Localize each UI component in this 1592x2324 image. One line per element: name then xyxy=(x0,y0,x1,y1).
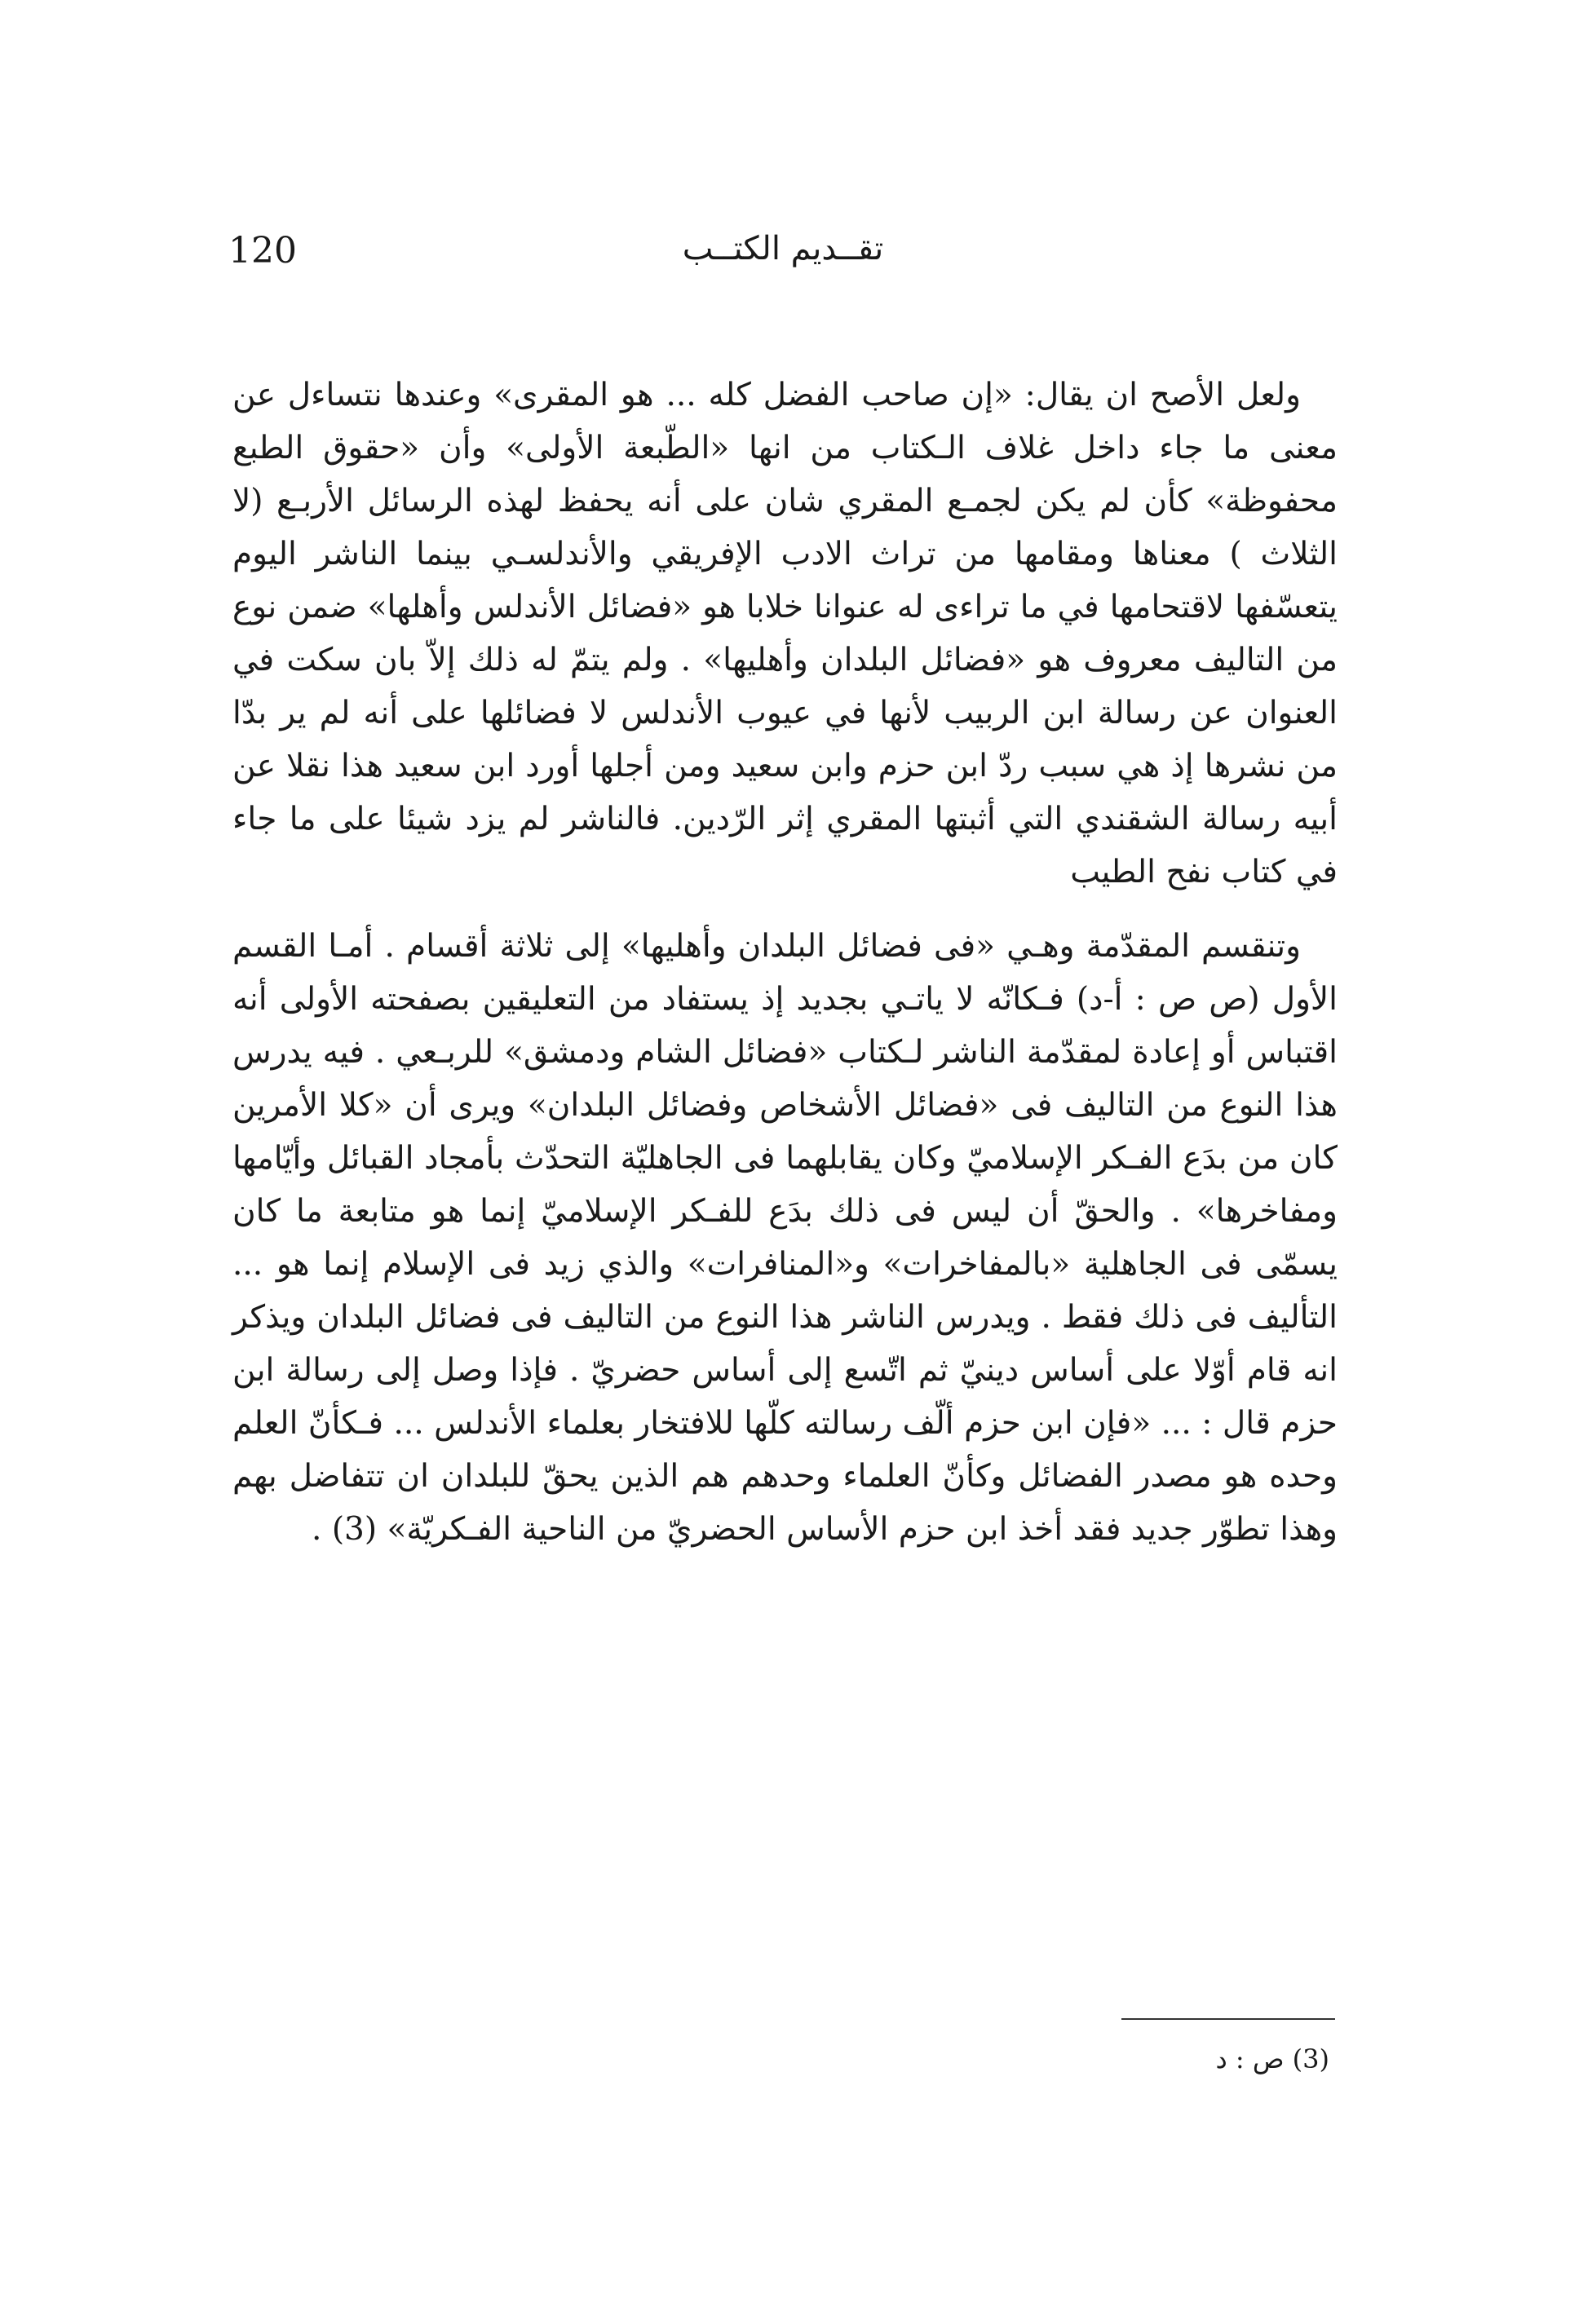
page-number: 120 xyxy=(228,230,297,272)
footnote: (3) ص : د xyxy=(1215,2043,1329,2074)
footnote-divider xyxy=(1121,2018,1335,2020)
paragraph: وتنقسم المقدّمة وهـي «فى فضائل البلدان وأهليها» إلى ثلاثة أقسام . أمـا القسم الأول (ص ص : أ-د) فـكانّه لا ياتـي بجديد إذ يستفاد من التعليقين بصفحته الأولى أنه اقتباس أو إعادة لمقدّمة الناشر لـكتاب «فضائل الشام ودمشق» للربـعي . فيه يدرس هذا النوع من التاليف فى «فضائل الأشخاص وفضائل البلدان» ويرى أن «كلا الأمرين كان من بدَع الفـكر الإسلاميّ وكان يقابلهما فى الجاهليّة التحدّث بأمجاد القبائل وأيّامها ومفاخرها» . والحقّ أن ليس فى ذلك بدَع للفـكر الإسلاميّ إنما هو متابعة ما كان يسمّى فى الجاهلية «بالمفاخرات» و«المنافرات» والذي زيد فى الإسلام إنما هو ... التأليف فى ذلك فقط . ويدرس الناشر هذا النوع من التاليف فى فضائل البلدان ويذكر انه قام أوّلا على أساس دينيّ ثم اتّسع إلى أساس حضريّ . فإذا وصل إلى رسالة ابن حزم قال : ... «فإن ابن حزم ألّف رسالته كلّها للافتخار بعلماء الأندلس ... فـكأنّ العلم وحده هو مصدر الفضائل وكأنّ العلماء وحدهم هم الذين يحقّ للبلدان ان تتفاضل بهم وهذا تطوّر جديد فقد أخذ ابن حزم الأساس الحضريّ من الناحية الفـكريّة» (3) . xyxy=(232,928,1338,1548)
body-text xyxy=(232,369,1338,1556)
running-head xyxy=(228,230,1338,287)
running-head-title: تقــديم الكتــب xyxy=(682,230,884,267)
paragraph: ولعل الأصح ان يقال: «إن صاحب الفضل كله ... هو المقرى» وعندها نتساءل عن معنى ما جاء داخل غلاف الـكتاب من انها «الطّبعة الأولى» وأن «حقوق الطبع محفوظة» كأن لم يكن لجمـع المقري شان على أنه يحفظ لهذه الرسائل الأربـع (لا الثلاث ) معناها ومقامها من تراث الادب الإفريقي والأندلسـي بينما الناشر اليوم يتعسّفها لاقتحامها في ما تراءى له عنوانا خلابا هو «فضائل الأندلس وأهلها» ضمن نوع من التاليف معروف هو «فضائل البلدان وأهليها» . ولم يتمّ له ذلك إلاّ بان سكت في العنوان عن رسالة ابن الربيب لأنها في عيوب الأندلس لا فضائلها على أنه لم ير بدّا من نشرها إذ هي سبب ردّ ابن حزم وابن سعيد ومن أجلها أورد ابن سعيد هذا نقلا عن أبيه رسالة الشقندي التي أثبتها المقري إثر الرّدين. فالناشر لم يزد شيئا على ما جاء في كتاب نفح الطيب xyxy=(232,377,1338,890)
